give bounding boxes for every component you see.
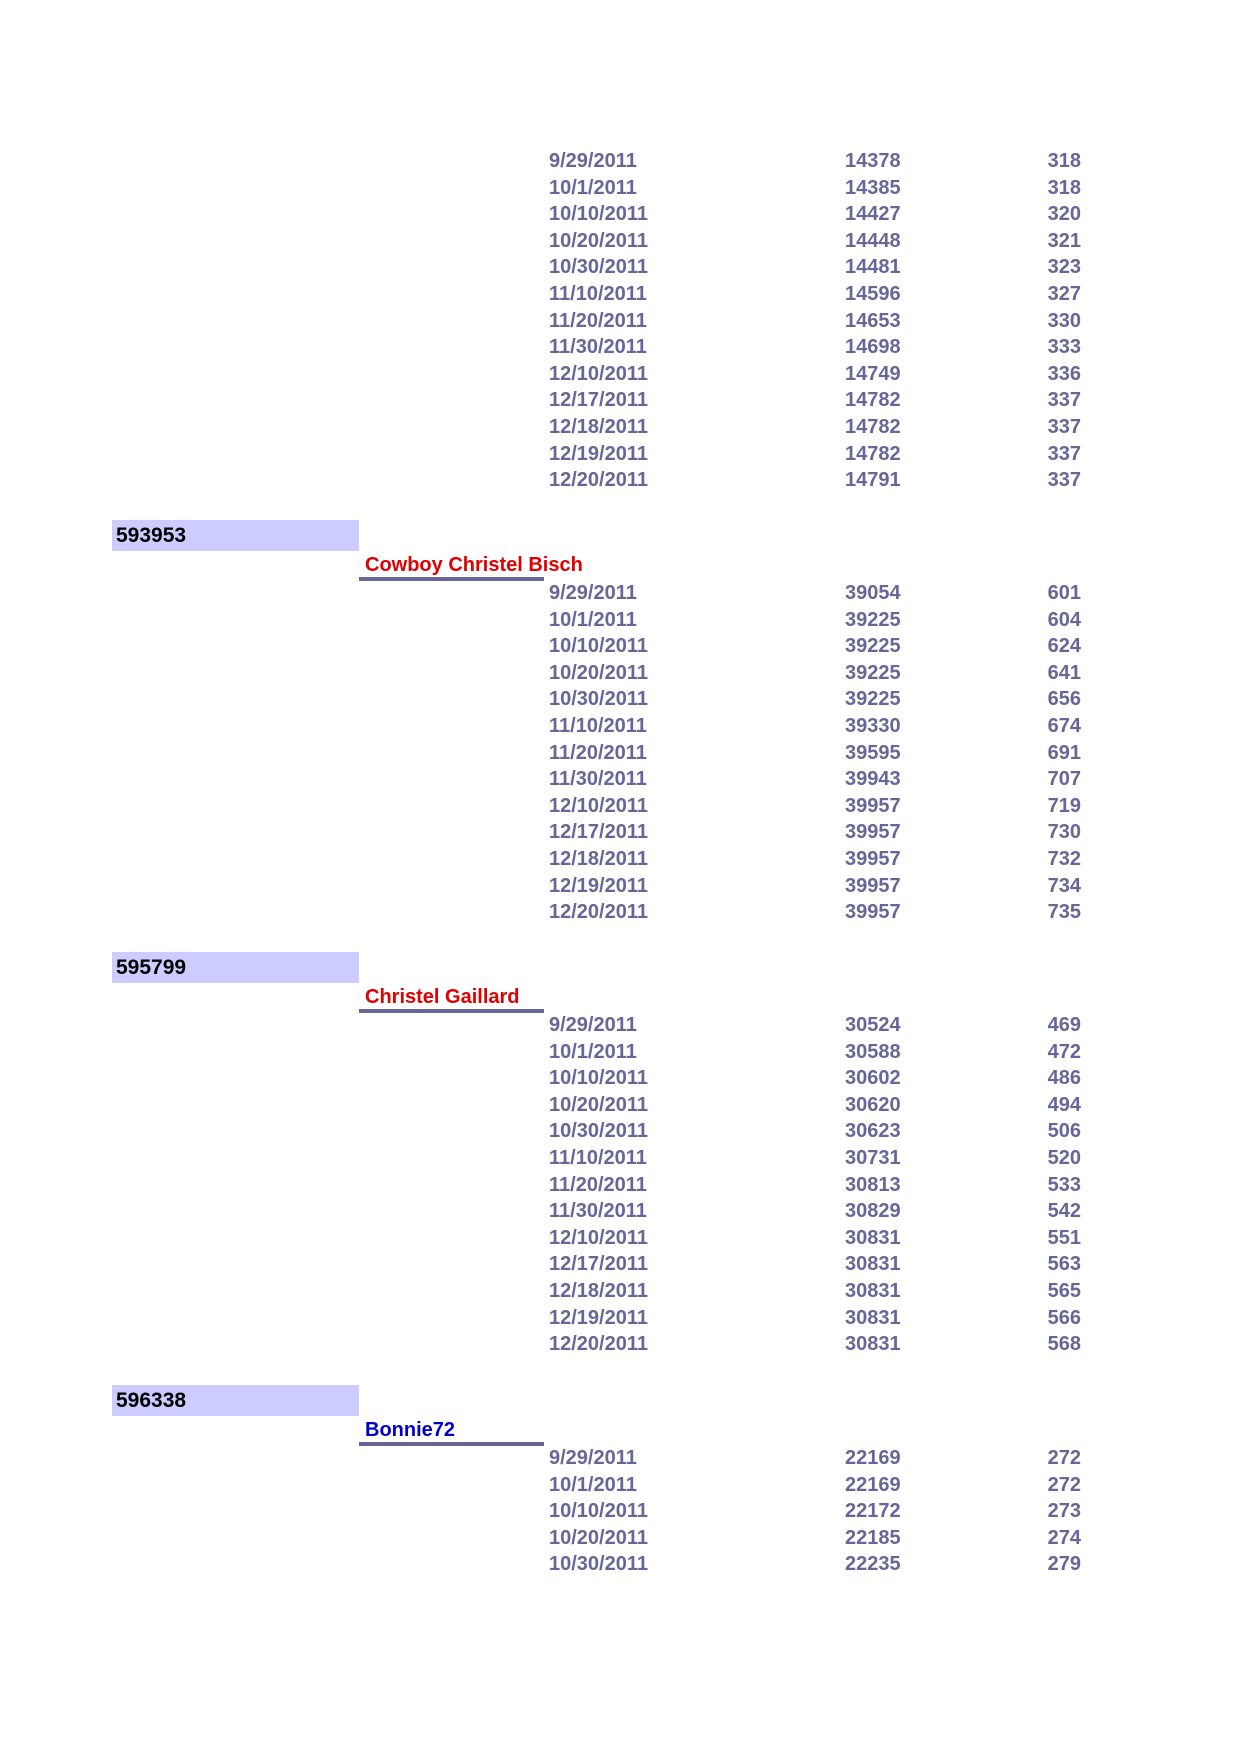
count-cell: 337 (1047, 469, 1081, 492)
table-row (0, 1445, 1241, 1471)
table-row (0, 1525, 1241, 1551)
table-row (0, 414, 1241, 440)
value-cell: 14791 (845, 469, 901, 492)
count-cell: 568 (1047, 1333, 1081, 1356)
count-cell: 520 (1047, 1147, 1081, 1169)
date-cell: 12/19/2011 (549, 442, 648, 465)
date-cell: 12/10/2011 (549, 794, 648, 817)
table-row (0, 1039, 1241, 1065)
date-cell: 10/30/2011 (549, 1553, 648, 1576)
table-row (0, 607, 1241, 633)
count-cell: 472 (1047, 1040, 1081, 1063)
count-cell: 272 (1047, 1473, 1081, 1496)
date-cell: 11/30/2011 (549, 1200, 647, 1223)
date-cell: 10/20/2011 (549, 229, 648, 252)
value-cell: 14378 (845, 150, 901, 172)
count-cell: 624 (1047, 635, 1081, 658)
value-cell: 30620 (845, 1093, 901, 1116)
date-cell: 10/10/2011 (549, 1500, 648, 1523)
table-row (0, 1118, 1241, 1144)
table-row (0, 148, 1241, 174)
table-row (0, 1498, 1241, 1524)
date-cell: 10/30/2011 (549, 1120, 648, 1143)
value-cell: 39225 (845, 635, 901, 658)
value-cell: 14782 (845, 442, 901, 465)
count-cell: 601 (1047, 582, 1081, 604)
count-cell: 327 (1047, 283, 1081, 305)
value-cell: 14782 (845, 389, 901, 412)
record-id-label: 596338 (112, 1385, 359, 1416)
value-cell: 39225 (845, 608, 901, 631)
date-cell: 9/29/2011 (549, 1447, 637, 1469)
count-cell: 494 (1047, 1093, 1081, 1116)
date-cell: 12/20/2011 (549, 1333, 648, 1356)
date-cell: 12/10/2011 (549, 1226, 648, 1249)
value-cell: 30602 (845, 1067, 901, 1090)
date-cell: 12/19/2011 (549, 1306, 648, 1329)
table-row (0, 580, 1241, 606)
value-cell: 22235 (845, 1553, 901, 1576)
value-cell: 39943 (845, 768, 901, 791)
value-cell: 30623 (845, 1120, 901, 1143)
value-cell: 14653 (845, 309, 901, 332)
count-cell: 273 (1047, 1500, 1081, 1523)
value-cell: 30831 (845, 1226, 901, 1249)
table-row (0, 1092, 1241, 1118)
table-row (0, 899, 1241, 925)
table-row (0, 660, 1241, 686)
date-cell: 10/10/2011 (549, 203, 648, 226)
count-cell: 551 (1047, 1226, 1081, 1249)
value-cell: 39595 (845, 741, 901, 764)
value-cell: 39957 (845, 901, 901, 924)
date-cell: 10/20/2011 (549, 1093, 648, 1116)
date-cell: 12/18/2011 (549, 1280, 648, 1302)
date-cell: 10/10/2011 (549, 635, 648, 658)
count-cell: 506 (1047, 1120, 1081, 1143)
date-cell: 12/17/2011 (549, 821, 648, 844)
count-cell: 735 (1047, 901, 1081, 924)
record-name: Cowboy Christel Bisch (365, 554, 583, 576)
count-cell: 274 (1047, 1526, 1081, 1549)
value-cell: 14448 (845, 229, 901, 252)
record-id-label: 593953 (112, 520, 359, 551)
count-cell: 469 (1047, 1014, 1081, 1036)
value-cell: 14698 (845, 336, 901, 359)
table-row (0, 846, 1241, 872)
value-cell: 14427 (845, 203, 901, 226)
value-cell: 30831 (845, 1280, 901, 1302)
count-cell: 486 (1047, 1067, 1081, 1090)
count-cell: 279 (1047, 1553, 1081, 1576)
date-cell: 12/18/2011 (549, 848, 648, 870)
count-cell: 565 (1047, 1280, 1081, 1302)
value-cell: 39054 (845, 582, 901, 604)
date-cell: 10/30/2011 (549, 256, 648, 279)
count-cell: 337 (1047, 389, 1081, 412)
count-cell: 542 (1047, 1200, 1081, 1223)
table-row (0, 1145, 1241, 1171)
date-cell: 11/10/2011 (549, 715, 647, 737)
table-row (0, 1305, 1241, 1331)
date-cell: 9/29/2011 (549, 1014, 637, 1036)
count-cell: 337 (1047, 442, 1081, 465)
table-row (0, 467, 1241, 493)
count-cell: 333 (1047, 336, 1081, 359)
table-row (0, 361, 1241, 387)
value-cell: 39330 (845, 715, 901, 737)
table-row (0, 1472, 1241, 1498)
date-cell: 9/29/2011 (549, 150, 637, 172)
count-cell: 730 (1047, 821, 1081, 844)
value-cell: 14481 (845, 256, 901, 279)
value-cell: 30731 (845, 1147, 901, 1169)
value-cell: 30831 (845, 1306, 901, 1329)
count-cell: 604 (1047, 608, 1081, 631)
table-row (0, 1172, 1241, 1198)
date-cell: 12/20/2011 (549, 901, 648, 924)
date-cell: 11/10/2011 (549, 283, 647, 305)
table-row (0, 1198, 1241, 1224)
date-cell: 12/19/2011 (549, 874, 648, 897)
count-cell: 734 (1047, 874, 1081, 897)
count-cell: 321 (1047, 229, 1081, 252)
date-cell: 10/1/2011 (549, 1040, 637, 1063)
value-cell: 39225 (845, 661, 901, 684)
value-cell: 22172 (845, 1500, 901, 1523)
value-cell: 30829 (845, 1200, 901, 1223)
value-cell: 14596 (845, 283, 901, 305)
count-cell: 719 (1047, 794, 1081, 817)
count-cell: 533 (1047, 1173, 1081, 1196)
count-cell: 566 (1047, 1306, 1081, 1329)
count-cell: 337 (1047, 416, 1081, 438)
table-row (0, 1278, 1241, 1304)
table-row (0, 633, 1241, 659)
table-row (0, 254, 1241, 280)
record-id-label: 595799 (112, 952, 359, 983)
date-cell: 9/29/2011 (549, 582, 637, 604)
count-cell: 641 (1047, 661, 1081, 684)
record-name: Christel Gaillard (365, 986, 520, 1008)
date-cell: 11/20/2011 (549, 741, 647, 764)
value-cell: 30524 (845, 1014, 901, 1036)
count-cell: 563 (1047, 1253, 1081, 1276)
table-row (0, 1225, 1241, 1251)
date-cell: 10/20/2011 (549, 1526, 648, 1549)
date-cell: 12/20/2011 (549, 469, 648, 492)
value-cell: 22185 (845, 1526, 901, 1549)
table-row (0, 281, 1241, 307)
table-row (0, 441, 1241, 467)
table-row (0, 1251, 1241, 1277)
value-cell: 39957 (845, 821, 901, 844)
value-cell: 30813 (845, 1173, 901, 1196)
table-row (0, 873, 1241, 899)
table-row (0, 740, 1241, 766)
count-cell: 691 (1047, 741, 1081, 764)
table-row (0, 387, 1241, 413)
date-cell: 11/20/2011 (549, 309, 647, 332)
count-cell: 318 (1047, 176, 1081, 199)
count-cell: 272 (1047, 1447, 1081, 1469)
date-cell: 11/30/2011 (549, 768, 647, 791)
count-cell: 707 (1047, 768, 1081, 791)
value-cell: 30831 (845, 1253, 901, 1276)
count-cell: 336 (1047, 362, 1081, 385)
record-name: Bonnie72 (365, 1419, 456, 1441)
value-cell: 14749 (845, 362, 901, 385)
value-cell: 30831 (845, 1333, 901, 1356)
count-cell: 674 (1047, 715, 1081, 737)
value-cell: 14385 (845, 176, 901, 199)
table-row (0, 713, 1241, 739)
value-cell: 39957 (845, 794, 901, 817)
table-row (0, 175, 1241, 201)
table-row (0, 819, 1241, 845)
table-row (0, 766, 1241, 792)
table-row (0, 308, 1241, 334)
date-cell: 10/1/2011 (549, 1473, 637, 1496)
date-cell: 10/10/2011 (549, 1067, 648, 1090)
value-cell: 22169 (845, 1473, 901, 1496)
date-cell: 12/18/2011 (549, 416, 648, 438)
date-cell: 12/17/2011 (549, 1253, 648, 1276)
date-cell: 10/1/2011 (549, 176, 637, 199)
count-cell: 318 (1047, 150, 1081, 172)
table-row (0, 1551, 1241, 1577)
value-cell: 39225 (845, 688, 901, 711)
value-cell: 22169 (845, 1447, 901, 1469)
count-cell: 330 (1047, 309, 1081, 332)
count-cell: 732 (1047, 848, 1081, 870)
table-row (0, 1012, 1241, 1038)
value-cell: 30588 (845, 1040, 901, 1063)
date-cell: 10/30/2011 (549, 688, 648, 711)
table-row (0, 1065, 1241, 1091)
value-cell: 39957 (845, 874, 901, 897)
table-row (0, 686, 1241, 712)
table-row (0, 228, 1241, 254)
table-row (0, 334, 1241, 360)
date-cell: 11/10/2011 (549, 1147, 647, 1169)
date-cell: 11/20/2011 (549, 1173, 647, 1196)
table-row (0, 201, 1241, 227)
value-cell: 39957 (845, 848, 901, 870)
date-cell: 10/1/2011 (549, 608, 637, 631)
table-row (0, 793, 1241, 819)
value-cell: 14782 (845, 416, 901, 438)
count-cell: 656 (1047, 688, 1081, 711)
count-cell: 323 (1047, 256, 1081, 279)
date-cell: 11/30/2011 (549, 336, 647, 359)
date-cell: 12/17/2011 (549, 389, 648, 412)
table-row (0, 1331, 1241, 1357)
date-cell: 12/10/2011 (549, 362, 648, 385)
date-cell: 10/20/2011 (549, 661, 648, 684)
count-cell: 320 (1047, 203, 1081, 226)
